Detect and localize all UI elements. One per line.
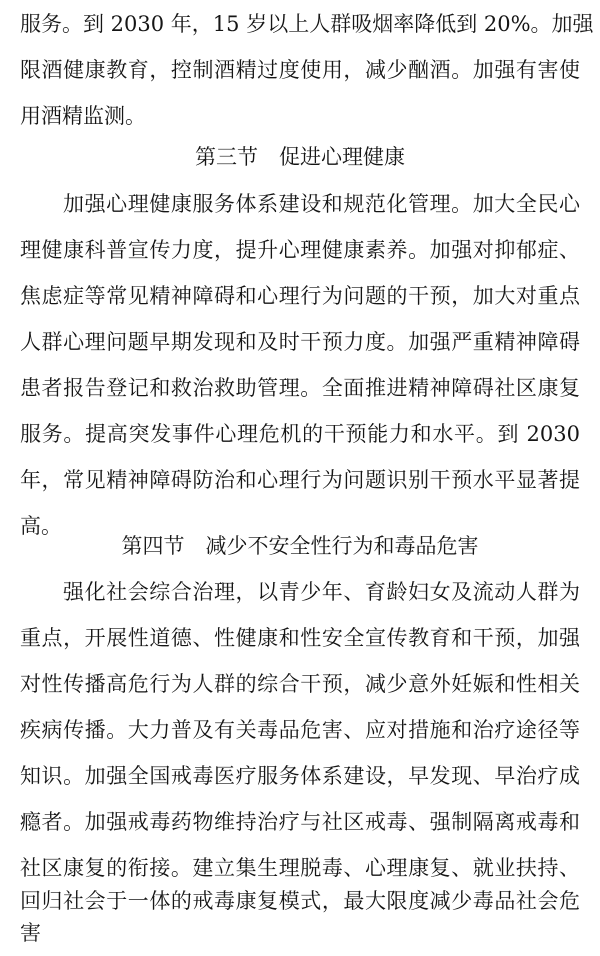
body-text-line: 重点，开展性道德、性健康和性安全宣传教育和干预，加强: [20, 626, 580, 650]
body-text-line: 人群心理问题早期发现和及时干预力度。加强严重精神障碍: [20, 330, 580, 354]
body-text-line: 患者报告登记和救治救助管理。全面推进精神障碍社区康复: [20, 376, 580, 400]
body-text-line: 回归社会于一体的戒毒康复模式，最大限度减少毒品社会危: [20, 889, 580, 913]
body-text-line: 瘾者。加强戒毒药物维持治疗与社区戒毒、强制隔离戒毒和: [20, 810, 580, 834]
section-heading-4: 第四节 减少不安全性行为和毒品危害: [121, 534, 479, 558]
body-text-line: 限酒健康教育，控制酒精过度使用，减少酗酒。加强有害使: [20, 58, 580, 82]
body-text-line: 社区康复的衔接。建立集生理脱毒、心理康复、就业扶持、: [20, 856, 580, 880]
body-text-line: 高。: [20, 514, 62, 538]
body-text-line: 加强心理健康服务体系建设和规范化管理。加大全民心: [63, 192, 580, 216]
body-text-line: 知识。加强全国戒毒医疗服务体系建设，早发现、早治疗成: [20, 764, 580, 788]
body-text-line: 年，常见精神障碍防治和心理行为问题识别干预水平显著提: [20, 468, 580, 492]
body-text-line: 焦虑症等常见精神障碍和心理行为问题的干预，加大对重点: [20, 284, 580, 308]
section-heading-3: 第三节 促进心理健康: [195, 145, 405, 169]
body-text-line-cut: 害: [20, 921, 41, 945]
body-text-line: 服务。提高突发事件心理危机的干预能力和水平。到 2030: [20, 422, 580, 446]
body-text-line: 用酒精监测。: [20, 104, 146, 128]
body-text-line: 强化社会综合治理，以青少年、育龄妇女及流动人群为: [63, 580, 580, 604]
body-text-line: 疾病传播。大力普及有关毒品危害、应对措施和治疗途径等: [20, 718, 580, 742]
body-text-line: 服务。到 2030 年，15 岁以上人群吸烟率降低到 20%。加强: [20, 12, 594, 36]
body-text-line: 理健康科普宣传力度，提升心理健康素养。加强对抑郁症、: [20, 238, 580, 262]
body-text-line: 对性传播高危行为人群的综合干预，减少意外妊娠和性相关: [20, 672, 580, 696]
